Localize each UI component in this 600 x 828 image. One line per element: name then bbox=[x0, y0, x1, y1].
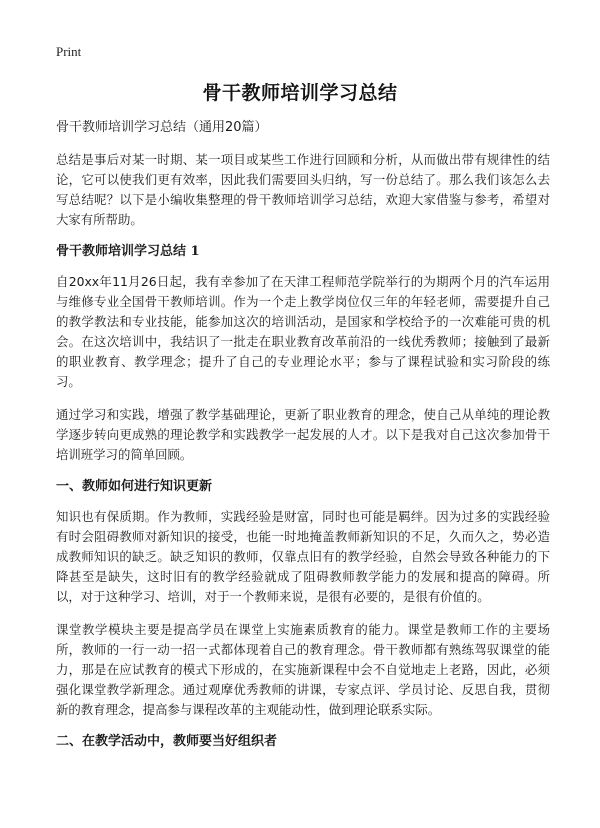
paragraph-2: 通过学习和实践，增强了教学基础理论，更新了职业教育的理念，使自己从单纯的理论教学逐步转向更成熟的理论教学和实践教学一起发展的人才。以下是我对自己这次参加骨干培训班学习的简单回顾。 bbox=[56, 407, 550, 462]
intro-paragraph: 总结是事后对某一时期、某一项目或某些工作进行回顾和分析，从而做出带有规律性的结论，它可以使我们更有效率，因此我们需要回头归纳，写一份总结了。那么我们该怎么去写总结呢？以下是小编收集整理的骨干教师培训学习总结，欢迎大家借鉴与参考，希望对大家有所帮助。 bbox=[56, 152, 550, 227]
paragraph-4: 课堂教学模块主要是提高学员在课堂上实施素质教育的能力。课堂是教师工作的主要场所，教师的一行一动一招一式都体现着自己的教育理念。骨干教师都有熟练驾驭课堂的能力，那是在应试教育的模式下形成的，在实施新课程中会不自觉地走上老路，因此，必须强化课堂教学新理念。通过观摩优秀教师的讲课，专家点评、学员讨论、反思自我，贯彻新的教育理念，提高参与课程改革的主观能动性，做到理论联系实际。 bbox=[56, 622, 550, 717]
article-body bbox=[56, 118, 550, 762]
print-link[interactable]: Print bbox=[56, 44, 82, 59]
page-title: 骨干教师培训学习总结 bbox=[202, 82, 398, 104]
subheading-knowledge-update: 一、教师如何进行知识更新 bbox=[56, 479, 213, 494]
section-heading-1: 骨干教师培训学习总结 1 bbox=[56, 244, 200, 259]
article-subtitle: 骨干教师培训学习总结（通用20篇） bbox=[56, 120, 268, 135]
subheading-organizer: 二、在教学活动中，教师要当好组织者 bbox=[56, 734, 278, 749]
paragraph-3: 知识也有保质期。作为教师，实践经验是财富，同时也可能是羁绊。因为过多的实践经验有时会阻碍教师对新知识的接受，也能一时地掩盖教师新知识的不足，久而久之，势必造成教师知识的缺乏。缺乏知识的教师，仅靠点旧有的教学经验，自然会导致各种能力的下降甚至是缺失，这时旧有的教学经验就成了阻碍教师教学能力的发展和提高的障碍。所以，对于这种学习、培训，对于一个教师来说，是很有必要的，是很有价值的。 bbox=[56, 509, 550, 604]
paragraph-1: 自20xx年11月26日起，我有幸参加了在天津工程师范学院举行的为期两个月的汽车运用与维修专业全国骨干教师培训。作为一个走上教学岗位仅三年的年轻老师，需要提升自己的教学教法和专业技能，能参加这次的培训活动，是国家和学校给予的一次难能可贵的机会。在这次培训中，我结识了一批走在职业教育改革前沿的一线优秀教师；接触到了最新的职业教育、教学理念；提升了自己的专业理论水平；参与了课程试验和实习阶段的练习。 bbox=[56, 274, 550, 389]
